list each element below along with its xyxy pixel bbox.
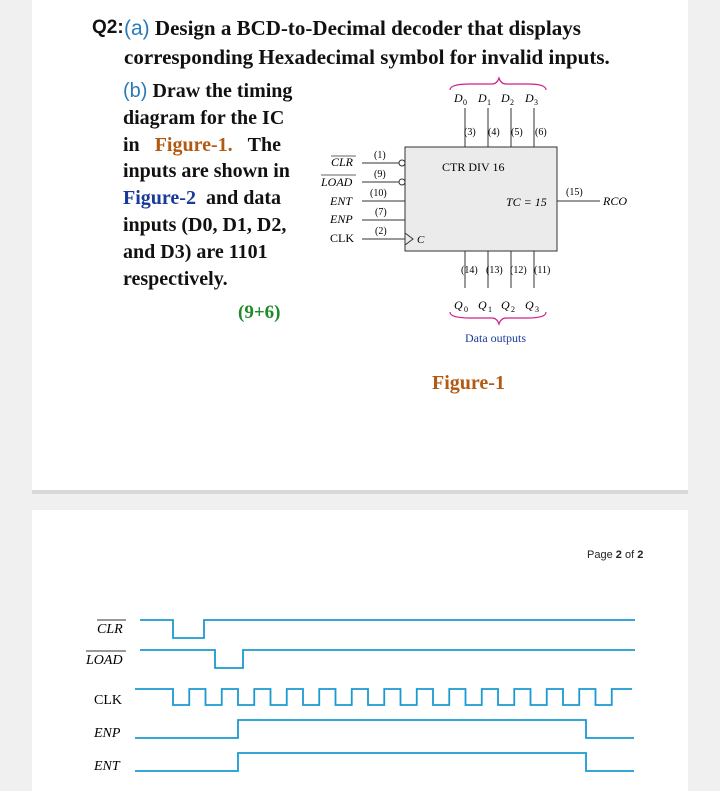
input-d0	[453, 91, 476, 147]
page-of: of	[624, 549, 635, 561]
page-label: Page	[587, 549, 613, 561]
data-outputs-label: Data outputs	[465, 331, 526, 345]
input-d3	[524, 91, 547, 147]
pin-enp-label: ENP	[330, 212, 353, 226]
output-q3-pin: (11)	[534, 265, 551, 276]
signal-load-label: LOAD	[86, 653, 123, 668]
output-q1-sub: 1	[488, 305, 492, 314]
pin-clr-number: (1)	[374, 150, 386, 161]
input-d2-sub: 2	[510, 98, 514, 107]
part-b-line-2: diagram for the IC	[123, 106, 285, 129]
input-d0-pin: (3)	[464, 127, 476, 138]
output-q2-sub: 2	[511, 305, 515, 314]
output-q0-sub: 0	[464, 305, 468, 314]
output-q2	[501, 251, 527, 314]
signal-load	[85, 650, 635, 668]
output-q2-pin: (12)	[510, 265, 527, 276]
input-d2-label: D	[501, 91, 510, 105]
part-b-line-4: inputs are shown in	[123, 160, 290, 183]
signal-enp-label: ENP	[94, 726, 121, 741]
pin-ent-number: (10)	[370, 188, 387, 199]
figure-1-caption: Figure-1	[432, 372, 505, 394]
figure-1-ic-diagram	[0, 0, 720, 380]
output-q3	[525, 251, 550, 314]
pin-load-bubble	[399, 179, 405, 185]
output-q1-label: Q	[478, 298, 487, 312]
input-d0-sub: 0	[463, 98, 467, 107]
signal-clk-label: CLK	[94, 693, 122, 708]
signal-load-waveform	[140, 650, 635, 668]
marks: (9+6)	[238, 302, 281, 323]
output-q0-label: Q	[454, 298, 463, 312]
pin-load	[320, 169, 405, 189]
part-a-tag: (a)	[124, 17, 150, 40]
page-current: 2	[615, 549, 622, 561]
signal-enp	[93, 720, 634, 741]
tc-label: TC = 15	[506, 195, 547, 209]
top-inputs	[453, 91, 547, 147]
page-total: 2	[637, 549, 644, 561]
part-b-line-5-post: and data	[205, 187, 281, 210]
input-d2-pin: (5)	[511, 127, 523, 138]
output-q0-pin: (14)	[461, 265, 478, 276]
part-a-line-1: Design a BCD-to-Decimal decoder that displays	[154, 16, 581, 40]
output-q1	[478, 251, 503, 314]
part-a-line-2: corresponding Hexadecimal symbol for invalid inputs.	[124, 45, 610, 69]
pin-ent-label: ENT	[330, 194, 353, 208]
pin-clk-number: (2)	[375, 226, 387, 237]
part-b-line-8: respectively.	[123, 267, 228, 290]
part-b-line-3-pre: in	[123, 133, 140, 156]
input-d1-pin: (4)	[488, 127, 500, 138]
clock-input-label: C	[417, 234, 425, 246]
input-d3-label: D	[525, 91, 534, 105]
signal-clr-label: CLR	[97, 622, 123, 637]
output-q1-pin: (13)	[486, 265, 503, 276]
figure-1-reference: Figure-1.	[154, 133, 233, 156]
top-brace	[450, 78, 546, 90]
page-number	[587, 549, 643, 561]
output-q3-label: Q	[525, 298, 534, 312]
input-d3-pin: (6)	[535, 127, 547, 138]
figure-2-timing-diagram	[0, 600, 720, 790]
part-b-line-3-post: The	[247, 133, 281, 156]
signal-clr	[97, 620, 635, 638]
part-b-tag: (b)	[123, 80, 148, 102]
pin-clr-label: CLR	[331, 155, 354, 169]
pin-clr-bubble	[399, 160, 405, 166]
rco-pin: (15)	[566, 187, 583, 198]
pin-load-number: (9)	[374, 169, 386, 180]
part-b-line-7: and D3) are 1101	[123, 240, 268, 263]
pin-enp	[329, 207, 405, 226]
bottom-outputs	[454, 251, 550, 314]
signal-clk-waveform	[135, 689, 632, 705]
input-d3-sub: 3	[534, 98, 538, 107]
part-b-line-6: inputs (D0, D1, D2,	[123, 213, 287, 236]
pin-clr	[331, 150, 405, 169]
pin-enp-number: (7)	[375, 207, 387, 218]
pin-clk-label: CLK	[330, 231, 354, 245]
pin-load-label: LOAD	[321, 175, 353, 189]
figure-2-reference: Figure-2	[123, 187, 196, 210]
input-d1-sub: 1	[487, 98, 491, 107]
pin-ent	[329, 188, 405, 208]
input-d0-label: D	[454, 91, 463, 105]
rco-label: RCO	[603, 194, 627, 208]
question-number: Q2:	[92, 17, 124, 38]
signal-ent	[93, 753, 634, 774]
signal-ent-label: ENT	[94, 759, 120, 774]
part-b-line-1: Draw the timing	[152, 80, 293, 102]
input-d1	[477, 91, 500, 147]
input-d1-label: D	[478, 91, 487, 105]
signal-enp-waveform	[135, 720, 634, 738]
output-q0	[454, 251, 478, 314]
signal-clr-waveform	[140, 620, 635, 638]
output-q3-sub: 3	[535, 305, 539, 314]
chip-label: CTR DIV 16	[442, 160, 505, 174]
output-q2-label: Q	[501, 298, 510, 312]
signal-ent-waveform	[135, 753, 634, 771]
signal-clk	[94, 689, 632, 708]
page-divider	[32, 490, 688, 494]
input-d2	[500, 91, 523, 147]
rco-output	[557, 187, 627, 208]
